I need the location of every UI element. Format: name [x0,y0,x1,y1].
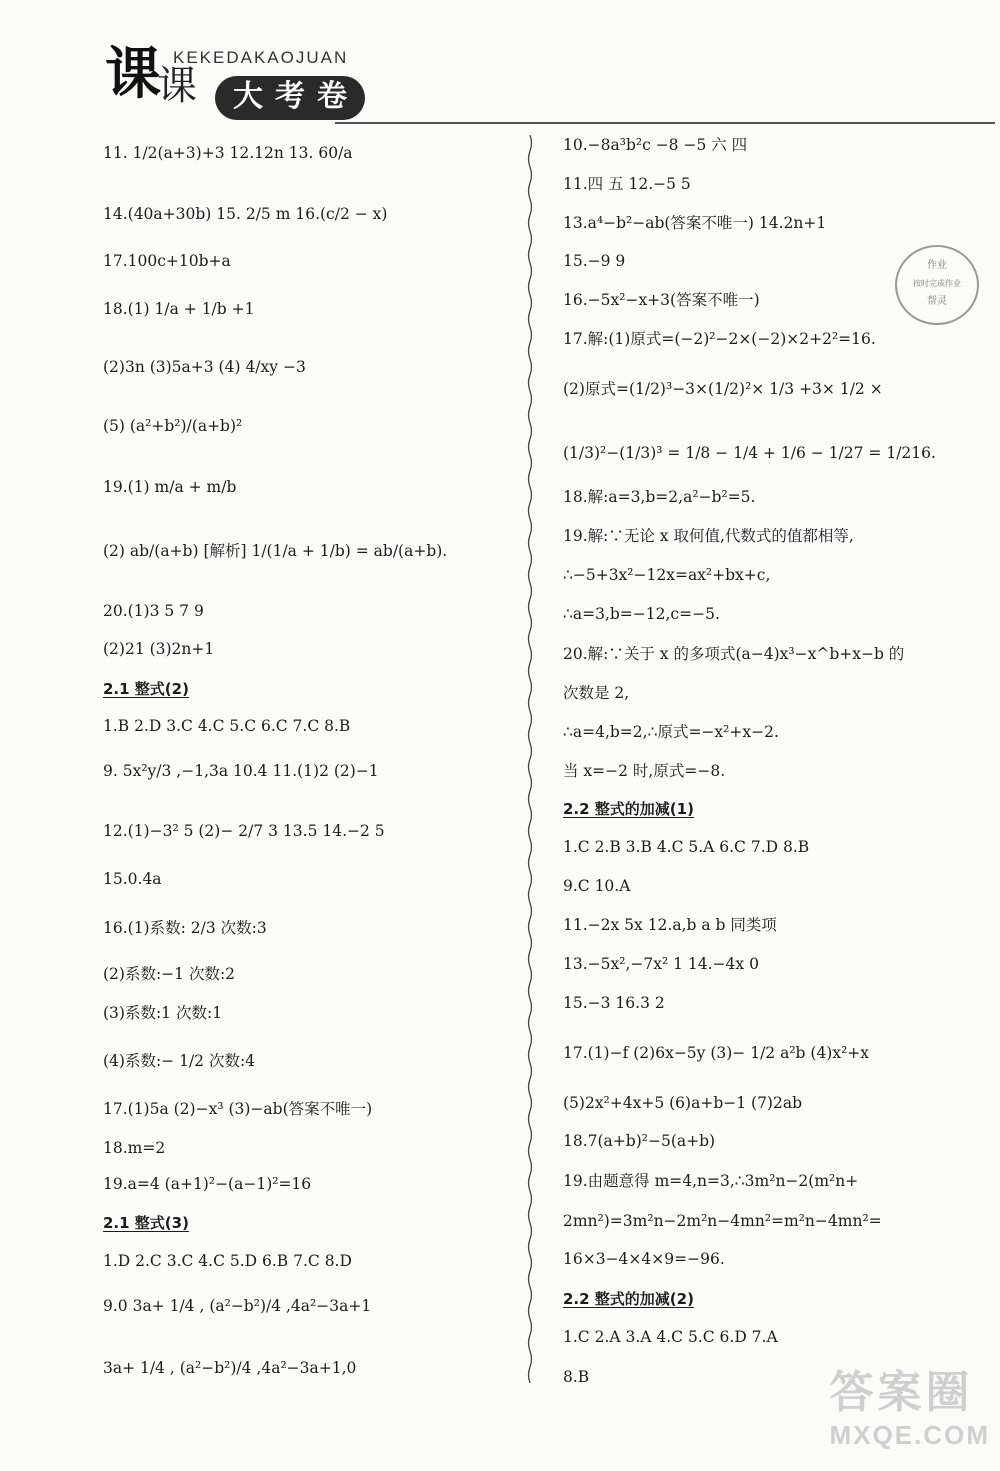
answer-line: 11.四 五 12.−5 5 [563,175,691,193]
answer-line: 11.−2x 5x 12.a,b a b 同类项 [563,916,777,934]
answer-line: ∴a=3,b=−12,c=−5. [563,605,720,623]
answer-line: 8.B [563,1368,590,1386]
answer-line: ∴−5+3x²−12x=ax²+bx+c, [563,566,771,584]
homework-stamp: 作业 按时完成作业 帮灵 [895,245,979,325]
column-divider [526,135,534,1390]
answer-line: 16.(1)系数: 2/3 次数:3 [103,919,267,937]
answer-line: (4)系数:− 1/2 次数:4 [103,1052,256,1070]
answer-line: 1.C 2.B 3.B 4.C 5.A 6.C 7.D 8.B [563,838,810,856]
answer-line: 20.解:∵关于 x 的多项式(a−4)x³−x^b+x−b 的 [563,645,905,663]
answer-line: 1.D 2.C 3.C 4.C 5.D 6.B 7.C 8.D [103,1252,352,1270]
answer-line: 12.(1)−3² 5 (2)− 2/7 3 13.5 14.−2 5 [103,822,385,840]
answer-line: 2mn²)=3m²n−2m²n−4mn²=m²n−4mn²= [563,1212,882,1230]
answer-line: 次数是 2, [563,684,630,702]
answer-line: 18.(1) 1/a + 1/b +1 [103,300,255,318]
answer-line: 14.(40a+30b) 15. 2/5 m 16.(c/2 − x) [103,205,388,223]
watermark-title: 答案圈 [829,1368,974,1417]
answer-line: 19.(1) m/a + m/b [103,478,237,496]
answer-line: (5) (a²+b²)/(a+b)² [103,417,243,435]
answer-line: (2) ab/(a+b) [解析] 1/(1/a + 1/b) = ab/(a+b). [103,542,448,560]
answer-line: 19.由题意得 m=4,n=3,∴3m²n−2(m²n+ [563,1172,859,1190]
logo-char: 课 [105,41,161,107]
answer-line: 17.解:(1)原式=(−2)²−2×(−2)×2+2²=16. [563,330,876,348]
answer-line: 当 x=−2 时,原式=−8. [563,762,726,780]
answer-line: 9. 5x²y/3 ,−1,3a 10.4 11.(1)2 (2)−1 [103,762,379,780]
answer-line: 11. 1/2(a+3)+3 12.12n 13. 60/a [103,144,353,162]
answer-line: 9.C 10.A [563,877,631,895]
answer-line: (2)系数:−1 次数:2 [103,965,236,983]
answer-line: 15.−9 9 [563,252,626,270]
answer-line: 13.a⁴−b²−ab(答案不唯一) 14.2n+1 [563,214,827,232]
header-rule [335,122,995,124]
answer-line: (1/3)²−(1/3)³ = 1/8 − 1/4 + 1/6 − 1/27 = 1/216. [563,444,936,462]
answer-line: 3a+ 1/4 , (a²−b²)/4 ,4a²−3a+1,0 [103,1359,357,1377]
answer-line: (5)2x²+4x+5 (6)a+b−1 (7)2ab [563,1094,803,1112]
answer-line: 15.−3 16.3 2 [563,994,665,1012]
answer-line: 18.解:a=3,b=2,a²−b²=5. [563,488,756,506]
page-header [85,38,1000,128]
answer-line: 17.100c+10b+a [103,252,231,270]
answer-line: 19.解:∵无论 x 取何值,代数式的值都相等, [563,527,854,545]
answer-line: (2)3n (3)5a+3 (4) 4/xy −3 [103,358,306,376]
section-title: 2.2 整式的加减(2) [563,1290,694,1308]
answer-line: 1.B 2.D 3.C 4.C 5.C 6.C 7.C 8.B [103,717,351,735]
watermark-url: MXQE.COM [829,1420,990,1450]
section-title: 2.1 整式(3) [103,1214,189,1232]
answer-line: 18.7(a+b)²−5(a+b) [563,1132,716,1150]
answer-line: 18.m=2 [103,1139,166,1157]
answer-line: ∴a=4,b=2,∴原式=−x²+x−2. [563,723,779,741]
answer-line: (2)原式=(1/2)³−3×(1/2)²× 1/3 +3× 1/2 × [563,380,883,398]
watermark [830,1356,990,1451]
answer-line: (2)21 (3)2n+1 [103,640,215,658]
section-title: 2.2 整式的加减(1) [563,800,694,818]
logo-badge: 大 考 卷 [215,76,365,120]
logo-char: 课 [157,63,197,109]
answer-line: 13.−5x²,−7x² 1 14.−4x 0 [563,955,759,973]
section-title: 2.1 整式(2) [103,680,189,698]
answer-line: 17.(1)−f (2)6x−5y (3)− 1/2 a²b (4)x²+x [563,1044,870,1062]
answer-line: 20.(1)3 5 7 9 [103,602,204,620]
answer-line: 16.−5x²−x+3(答案不唯一) [563,291,760,309]
answer-line: 17.(1)5a (2)−x³ (3)−ab(答案不唯一) [103,1100,373,1118]
answer-line: 19.a=4 (a+1)²−(a−1)²=16 [103,1175,312,1193]
answer-line: 10.−8a³b²c −8 −5 六 四 [563,136,748,154]
answer-line: 15.0.4a [103,870,162,888]
answer-line: (3)系数:1 次数:1 [103,1004,223,1022]
answer-line: 16×3−4×4×9=−96. [563,1250,725,1268]
answer-line: 1.C 2.A 3.A 4.C 5.C 6.D 7.A [563,1328,778,1346]
answer-line: 9.0 3a+ 1/4 , (a²−b²)/4 ,4a²−3a+1 [103,1297,372,1315]
logo-pinyin: KEKEDAKAOJUAN [173,48,349,67]
